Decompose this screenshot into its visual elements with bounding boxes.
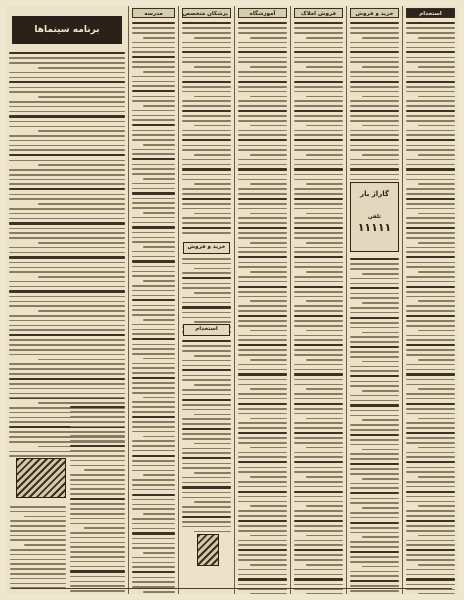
section-header-employment: استخدام: [406, 8, 455, 18]
column-employment: [402, 6, 458, 594]
sales-box: [183, 242, 230, 254]
page-footer-rule: [12, 588, 452, 594]
cinema-illustration: [16, 458, 66, 498]
garage-ad-contact: تلفن: [367, 214, 382, 220]
column-buy-sell: [346, 6, 402, 594]
sales-box-title: خرید و فروش: [187, 244, 226, 250]
wanted-box-title: استخدام: [195, 326, 218, 332]
masthead-title: برنامه سینماها: [34, 25, 100, 35]
section-header-buy-sell: خرید و فروش: [350, 8, 399, 18]
tower-illustration: [197, 534, 219, 566]
section-header-doctors: پزشکان متخصص: [182, 8, 231, 18]
section-header-institute: آموزشگاه: [238, 8, 287, 18]
column-cinema: [6, 6, 128, 594]
column-school: [128, 6, 178, 594]
section-header-real-estate: فروش املاک: [294, 8, 343, 18]
section-header-school: مدرسه: [132, 8, 175, 18]
masthead: [12, 16, 122, 44]
newspaper-page: [6, 6, 458, 594]
garage-ad-title: گاراژ بار: [360, 190, 389, 198]
garage-ad-box: [350, 182, 399, 252]
column-doctors: [178, 6, 234, 594]
column-real-estate: [290, 6, 346, 594]
wanted-box: [183, 324, 230, 336]
garage-ad-phone: ۱۱۱۱۱: [357, 221, 392, 234]
column-institute: [234, 6, 290, 594]
